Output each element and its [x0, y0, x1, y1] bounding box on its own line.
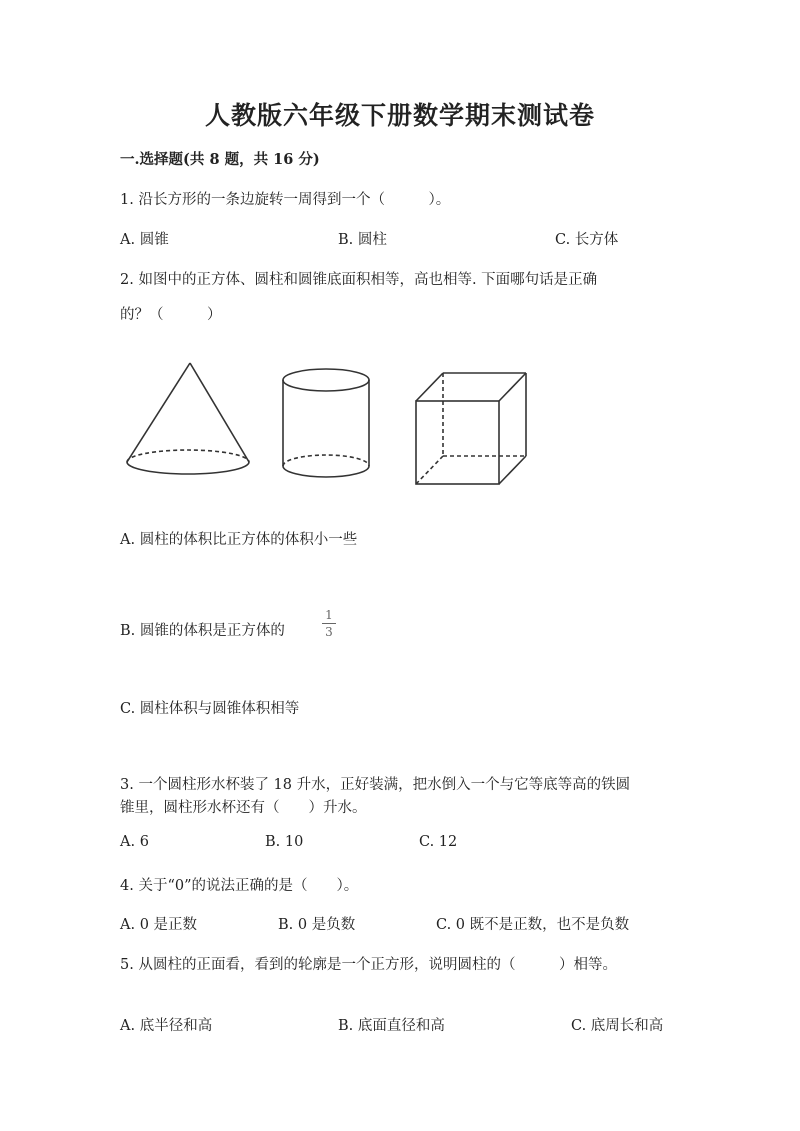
fraction-denominator: 3 — [325, 625, 333, 639]
question-4-option-c: C. 0 既不是正数，也不是负数 — [436, 917, 630, 933]
question-5-option-a: A. 底半径和高 — [120, 1018, 213, 1034]
fraction-numerator: 1 — [325, 608, 333, 622]
solids-figure — [122, 355, 542, 495]
section-heading: 一.选择题(共 8 题，共 16 分) — [120, 151, 320, 168]
question-3-option-a: A. 6 — [120, 834, 149, 850]
cone-icon — [127, 363, 249, 474]
cube-icon — [416, 373, 526, 484]
question-1-option-b: B. 圆柱 — [338, 232, 387, 248]
question-2-option-c: C. 圆柱体积与圆锥体积相等 — [120, 701, 300, 717]
question-2-option-a: A. 圆柱的体积比正方体的体积小一些 — [120, 532, 358, 548]
question-5-option-b: B. 底面直径和高 — [338, 1018, 445, 1034]
question-3-text-line1: 3. 一个圆柱形水杯装了 18 升水，正好装满，把水倒入一个与它等底等高的铁圆 — [120, 777, 631, 793]
question-1-option-c: C. 长方体 — [555, 232, 619, 248]
question-4-option-a: A. 0 是正数 — [120, 917, 198, 933]
question-3-option-b: B. 10 — [265, 834, 304, 850]
fraction-bar — [322, 623, 336, 624]
question-5-text: 5. 从圆柱的正面看，看到的轮廓是一个正方形，说明圆柱的（ ）相等。 — [120, 957, 617, 973]
fraction-one-third — [322, 608, 336, 639]
question-1-option-a: A. 圆锥 — [120, 232, 169, 248]
question-2-text-line1: 2. 如图中的正方体、圆柱和圆锥底面积相等，高也相等. 下面哪句话是正确 — [120, 272, 598, 288]
question-1-text: 1. 沿长方形的一条边旋转一周得到一个（ ）。 — [120, 192, 451, 208]
question-2-option-b: B. 圆锥的体积是正方体的 — [120, 623, 285, 639]
question-4-text: 4. 关于“0”的说法正确的是（ ）。 — [120, 878, 359, 894]
question-3-option-c: C. 12 — [419, 834, 458, 850]
question-4-option-b: B. 0 是负数 — [278, 917, 356, 933]
question-2-text-line2: 的？（ ） — [120, 307, 222, 323]
question-5-option-c: C. 底周长和高 — [571, 1018, 664, 1034]
page-title: 人教版六年级下册数学期末测试卷 — [204, 101, 595, 130]
cylinder-icon — [283, 369, 369, 477]
question-3-text-line2: 锥里，圆柱形水杯还有（ ）升水。 — [120, 800, 367, 816]
